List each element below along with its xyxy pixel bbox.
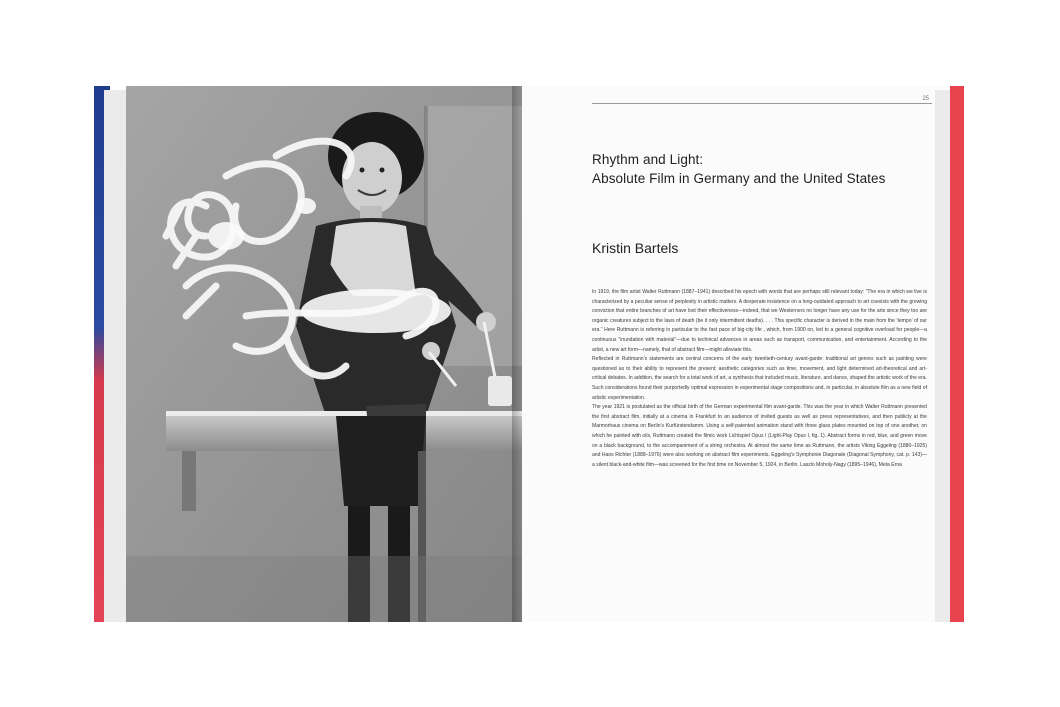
cover-right-edge: [950, 86, 964, 622]
paragraph-1: In 1919, the film artist Walter Ruttmann (1887–1941) described his epoch with words that are perhaps still relevant today: “The era in which we live is characterized by a peculiar sense of perplexity in artistic matters. A desperate insistence on a long-outdated approach to art coexists with the growing conviction that entire branches of art have lost their effectiveness—indeed, that we Westerners no longer have any use for the arts since they too are organic creatures subject to the laws of death (be it only intermittent deaths). . . . This specific character is derived in the main from the ‘tempo’ of our era.” Here Ruttmann is referring in particular to the fast pace of big-city life , which, from 1900 on, led to a general cognitive overload for people—a continuous “inundation with material”—due to technical advances in areas such as transport, communication, and entertainment. According to the artist, a new art form—namely, that of abstract film—might alleviate this.: [592, 289, 927, 353]
body-text: [592, 288, 927, 470]
chapter-title-line2: Absolute Film in Germany and the United States: [592, 171, 886, 186]
page-number: 25: [922, 96, 929, 102]
chapter-title-line1: Rhythm and Light:: [592, 152, 704, 167]
paragraph-2: Reflected in Ruttmann’s statements are central concerns of the early twentieth-century avant-garde: traditional art genres such as painting were questioned as to their ability to represent the present; aesthetic categories such as time, movement, and light determined art-theoretical and art-critical debates. In addition, the search for a total work of art, a synthesis that included music, literature, and dance, shaped the artistic work of the era. Such considerations found their purportedly optimal expression in experimental stage compositions and, in particular, in absolute film as a new field of artistic experimentation.: [592, 356, 927, 401]
page-stack-left: [104, 90, 126, 622]
photo-illustration: [126, 86, 522, 622]
chapter-title: [592, 150, 922, 188]
photo-woman-painting: [126, 86, 522, 622]
author-name: Kristin Bartels: [592, 240, 679, 256]
header-rule: [592, 103, 932, 104]
paragraph-3: The year 1921 is postulated as the official birth of the German experimental film avant-garde. This was the year in which Walter Ruttmann presented the first abstract film, initially at a cinema in Frankfurt to an audience of invited guests as well as press representatives, and then publicly at the Marmorhaus cinema on Berlin’s Kurfürstendamm. Using a self-patented animation stand with three glass plates mounted on top of one another, on which he painted with oils, Ruttmann created the filmic work Lichtspiel Opus I (Light-Play Opus I, fig. 1). Abstract forms in red, blue, and green move on a black background, to the accompaniment of a string orchestra. At almost the same time as Ruttmann, the artists Viking Eggeling (1880–1925) and Hans Richter (1888–1976) were also working on abstract film experiments. Eggeling’s Symphonie Diagonale (Diagonal Symphony, cat. p. 143)—a silent black-and-white film—was screened for the first time on November 5, 1924, in Berlin. Laszlo Moholy-Nagy (1895–1946), Meta Erna: [592, 404, 927, 468]
